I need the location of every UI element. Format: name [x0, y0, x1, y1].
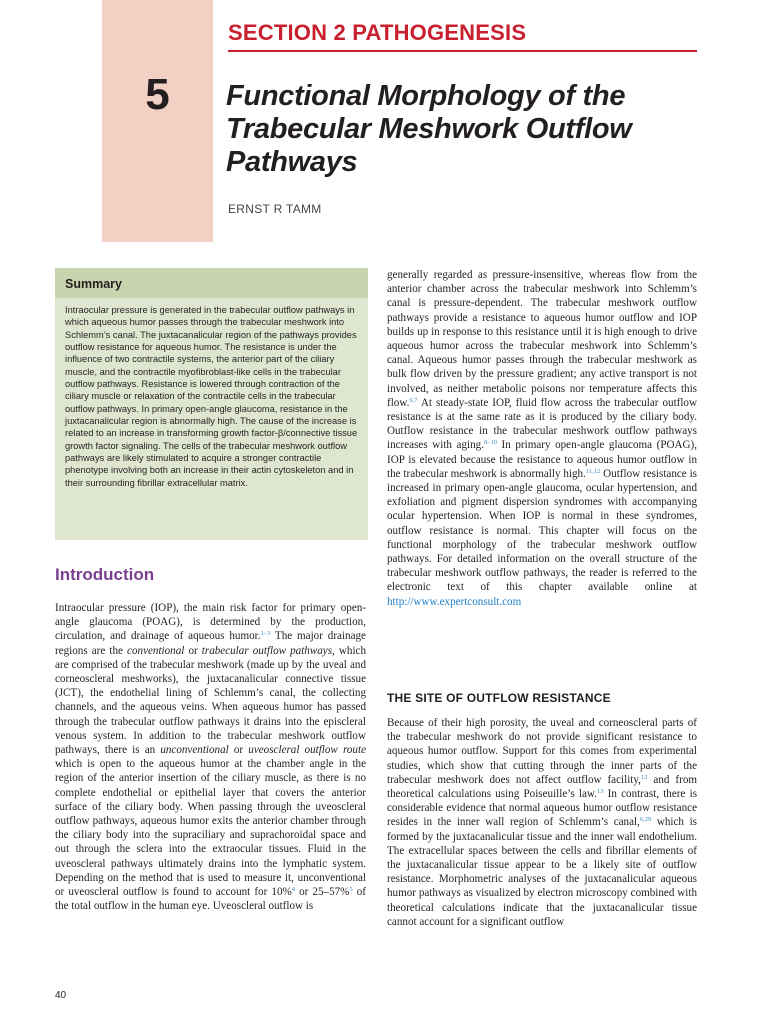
citation[interactable]: 6,7: [409, 396, 418, 404]
citation[interactable]: 4: [291, 886, 295, 894]
continuation-paragraph: generally regarded as pressure-insensitive, whereas flow from the anterior chamber across the trabecular meshwork into Schlemm’s canal is pressure-dependent. The trabecular meshwork outflow pathways provide a resistance to aqueous humor outflow and IOP builds up in response to this resistance until it is high enough to drive aqueous humor across the trabecular meshwork into Schlemm’s canal. Aqueous humor passes through the trabecular meshwork as bulk flow driven by the pressure gradient; any active transport is not involved, as neither metabolic poisons nor temperature affects this flow.$^{6,7}$ At steady-state IOP, fluid flow across the trabecular outflow resistance is at the same rate as it is produced by the ciliary body. Outflow resistance in the trabecular meshwork outflow pathways increases with aging.$^{8-10}$ In primary open-angle glaucoma (POAG), IOP is elevated because the resistance to aqueous humor outflow in the trabecular meshwork is abnormally high.$^{11,12}$ Outflow resistance is increased in primary open-angle glaucoma, ocular hypertension, and exfoliation and pigment dispersion syndromes with accompanying ocular hypertension. When IOP is normal in these syndromes, outflow resistance is normal. This chapter will focus on the functional morphology of the trabecular meshwork outflow pathways. For detailed information on the overall structure of the trabecular meshwork outflow pathways, the reader is referred to the electronic text of this chapter available online at http://www.expertconsult.com: [387, 269, 698, 608]
summary-box: [55, 268, 368, 540]
introduction-heading: Introduction: [55, 565, 155, 584]
chapter-tab-background: [102, 0, 213, 242]
page-number: 40: [55, 990, 67, 1001]
chapter-title: Functional Morphology of the Trabecular Meshwork Outflow Pathways: [226, 80, 632, 178]
expertconsult-link[interactable]: http://www.expertconsult.com: [387, 595, 522, 608]
citation[interactable]: 11,12: [585, 467, 601, 475]
citation[interactable]: 8–10: [483, 439, 497, 447]
author-name: ERNST R TAMM: [228, 202, 322, 216]
introduction-paragraph: Intraocular pressure (IOP), the main risk factor for primary open-angle glaucoma (POAG), is determined by the production, circulation, and drainage of aqueous humor.$^{1-3}$ The major drainage regions are the conventional or trabecular outflow pathways, which are comprised of the trabecular meshwork (made up by the uveal and corneoscleral meshworks), the juxtacanalicular connective tissue (JCT), the endothelial lining of Schlemm’s canal, the collecting channels, and the aqueous veins. When aqueous humor has passed through the trabecular outflow pathways it drains into the episcleral venous system. In addition to the trabecular meshwork outflow pathways, there is an unconventional or uveoscleral outflow route which is open to the aqueous humor at the chamber angle in the region of the anterior insertion of the ciliary muscle, as there is no complete endothelial or epithelial layer that covers the anterior surface of the ciliary body. When passing through the uveoscleral outflow pathways, aqueous humor exits the anterior chamber through the ciliary body into the supraciliary and suprachoroidal space and out through the sclera into the extraocular tissues. Fluid in the uveoscleral pathways ultimately drains into the lymphatic system. Depending on the method that is used to measure it, unconventional or uveoscleral outflow is found to account for 10%$^4$ or 25–57%$^5$ of the total outflow in the human eye. Uveoscleral outflow is: [55, 602, 366, 913]
citation[interactable]: 12: [640, 773, 648, 781]
section-rule: [228, 50, 697, 52]
summary-heading: Summary: [55, 268, 368, 298]
citation[interactable]: 5: [349, 886, 353, 894]
summary-body: Intraocular pressure is generated in the trabecular outflow pathways in which aqueous humor passes through the trabecular meshwork into Schlemm’s canal. The juxtacanalicular region of the pathways provides outflow resistance for aqueous humor. The resistance is under the influence of two contractile systems, the anterior part of the ciliary muscle, and the contractile myofibroblast-like cells in the trabecular outflow pathways. Resistance is lowered through contraction of the ciliary muscle or relaxation of the contractile cells in the trabecular outflow pathways. In primary open-angle glaucoma, resistance in the juxtacanalicular region is abnormally high. The cause of the increase is related to an increase in transforming growth factor-β/connective tissue growth factor signaling. The cells of the trabecular meshwork outflow pathways are likely stimulated to acquire a stronger contractile phenotype involving both an increase in their actin cytoskeleton and in their surrounding fibrillar extracellular matrix.: [65, 305, 358, 488]
chapter-number: 5: [145, 70, 170, 119]
citation[interactable]: 13: [596, 788, 604, 796]
outflow-resistance-heading: THE SITE OF OUTFLOW RESISTANCE: [387, 691, 611, 705]
outflow-resistance-paragraph: Because of their high porosity, the uveal and corneoscleral parts of the trabecular meshwork do not provide significant resistance to aqueous humor outflow. Support for this comes from experimental studies, which show that cutting through the inner parts of the trabecular meshwork does not affect outflow facility,$^{12}$ and from theoretical calculations using Poiseuille’s law.$^{13}$ In contrast, there is considerable evidence that normal aqueous humor outflow resistance resides in the inner wall region of Schlemm’s canal,$^{6,29}$ which is formed by the juxtacanalicular tissue and the inner wall endothelium. The extracellular spaces between the cells and fibrillar elements of the juxtacanalicular tissue appear to be a likely site of outflow resistance. Morphometric analyses of the juxtacanalicular aqueous humor pathways as visualized by electron microscopy combined with theoretical calculations indicate that the juxtacanalicular tissue cannot account for a significant outflow: [387, 717, 698, 928]
section-title: SECTION 2 PATHOGENESIS: [228, 20, 527, 45]
citation[interactable]: 1–3: [260, 630, 271, 638]
citation[interactable]: 6,29: [639, 816, 652, 824]
